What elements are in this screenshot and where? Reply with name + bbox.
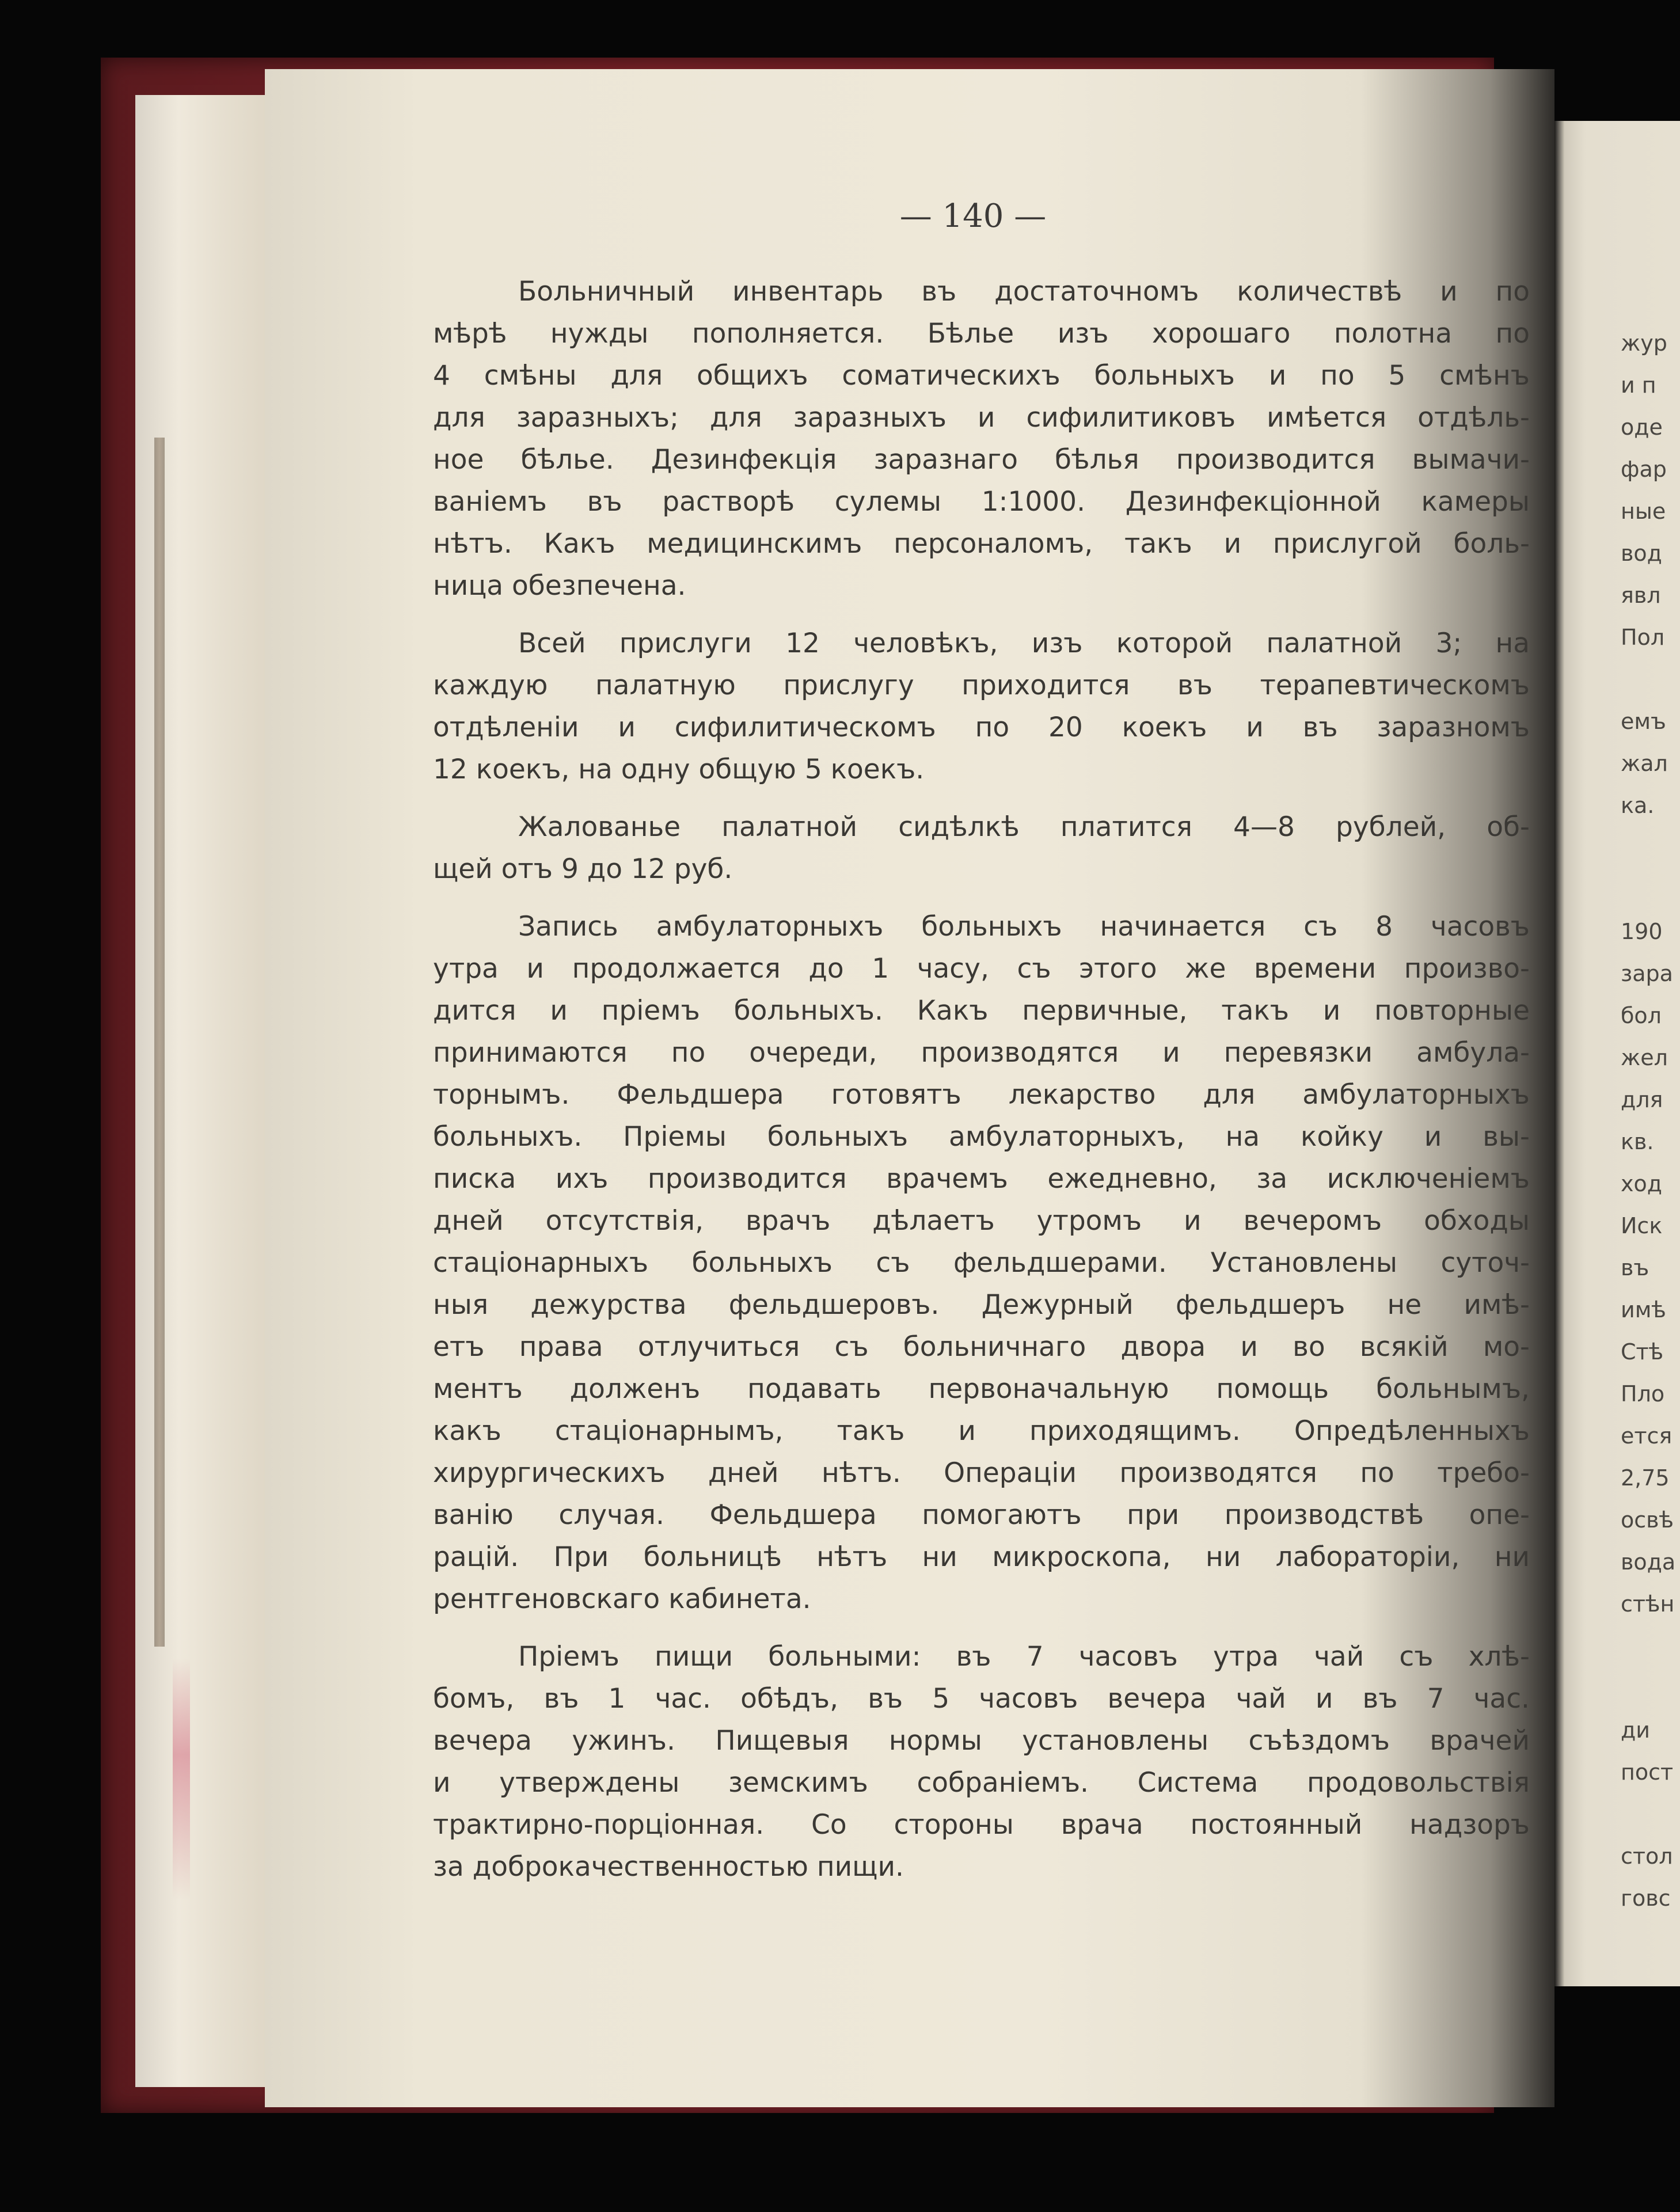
facing-page-line: ход (1621, 1171, 1663, 1196)
text-line: 4 смѣны для общихъ соматическихъ больныхъ и по 5 смѣнъ (433, 360, 1530, 392)
text-line: для заразныхъ; для заразныхъ и сифилитиковъ имѣется отдѣль- (433, 402, 1530, 434)
text-line: ница обезпечена. (433, 570, 686, 602)
facing-page-line: ди (1621, 1717, 1650, 1743)
text-line: ваніемъ въ растворѣ сулемы 1:1000. Дезинфекціонной камеры (433, 486, 1530, 518)
text-line: Всей прислуги 12 человѣкъ, изъ которой палатной 3; на (518, 628, 1530, 659)
facing-page-line (1621, 869, 1680, 911)
text-line: ментъ долженъ подавать первоначальную помощь больнымъ, (433, 1373, 1530, 1405)
paragraph-gap (433, 790, 1530, 806)
facing-page-line: вода (1621, 1549, 1676, 1575)
text-line: и утверждены земскимъ собраніемъ. Система продовольствія (433, 1767, 1530, 1799)
text-line: стаціонарныхъ больныхъ съ фельдшерами. Установлены суточ- (433, 1247, 1530, 1279)
facing-page-line: и п (1621, 373, 1656, 398)
facing-page-line: стол (1621, 1844, 1673, 1869)
text-line: дится и пріемъ больныхъ. Какъ первичные, такъ и повторные (433, 995, 1530, 1027)
text-line: рацій. При больницѣ нѣтъ ни микроскопа, ни лабораторіи, ни (433, 1541, 1530, 1573)
text-line: Больничный инвентарь въ достаточномъ количествѣ и по (518, 276, 1530, 307)
text-line: рентгеновскаго кабинета. (433, 1583, 811, 1615)
text-line: каждую палатную прислугу приходится въ терапевтическомъ (433, 670, 1530, 701)
facing-page-line: освѣ (1621, 1507, 1674, 1533)
facing-page-line: кв. (1621, 1129, 1654, 1154)
text-line: принимаются по очереди, производятся и перевязки амбула- (433, 1037, 1530, 1069)
facing-page-line: Стѣ (1621, 1339, 1664, 1365)
facing-page-line: ется (1621, 1423, 1673, 1449)
facing-page-line: говс (1621, 1886, 1671, 1911)
facing-page-line: въ (1621, 1255, 1649, 1280)
facing-page-line: ные (1621, 499, 1666, 524)
text-line: вечера ужинъ. Пищевыя нормы установлены съѣздомъ врачей (433, 1725, 1530, 1757)
facing-page-line: 2,75 (1621, 1465, 1670, 1491)
facing-page-line (1621, 1625, 1680, 1667)
text-line: за доброкачественностью пищи. (433, 1851, 904, 1883)
text-line: отдѣленіи и сифилитическомъ по 20 коекъ и въ заразномъ (433, 712, 1530, 743)
facing-page-line: ка. (1621, 793, 1655, 818)
paragraph-gap (433, 607, 1530, 622)
facing-page-line: емъ (1621, 709, 1666, 734)
facing-page-line: зара (1621, 961, 1673, 986)
facing-page-line: Пло (1621, 1381, 1665, 1407)
text-line: мѣрѣ нужды пополняется. Бѣлье изъ хорошаго полотна по (433, 318, 1530, 349)
facing-page-line: жур (1621, 330, 1667, 356)
text-line: Запись амбулаторныхъ больныхъ начинается съ 8 часовъ (518, 911, 1530, 942)
facing-page-line: бол (1621, 1003, 1662, 1028)
text-line: щей отъ 9 до 12 руб. (433, 853, 733, 885)
facing-page-line: 190 (1621, 919, 1663, 944)
facing-page-line: жал (1621, 751, 1668, 776)
facing-page-line: стѣн (1621, 1591, 1675, 1617)
facing-page-line: явл (1621, 583, 1661, 608)
text-line: писка ихъ производится врачемъ ежедневно, за исключеніемъ (433, 1163, 1530, 1195)
text-line: 12 коекъ, на одну общую 5 коекъ. (433, 754, 925, 785)
facing-page-line: для (1621, 1087, 1663, 1112)
text-line: ное бѣлье. Дезинфекція заразнаго бѣлья производится вымачи- (433, 444, 1530, 476)
facing-page-line: имѣ (1621, 1297, 1666, 1322)
text-line: етъ права отлучиться съ больничнаго двора и во всякій мо- (433, 1331, 1530, 1363)
page-number: — 140 — (899, 197, 1047, 235)
text-line: бомъ, въ 1 час. обѣдъ, въ 5 часовъ вечера чай и въ 7 час. (433, 1683, 1530, 1715)
text-line: утра и продолжается до 1 часу, съ этого же времени произво- (433, 953, 1530, 985)
text-line: Жалованье палатной сидѣлкѣ платится 4—8 рублей, об- (518, 811, 1530, 843)
text-line: Пріемъ пищи больными: въ 7 часовъ утра чай съ хлѣ- (518, 1641, 1530, 1673)
text-line: ванію случая. Фельдшера помогаютъ при производствѣ опе- (433, 1499, 1530, 1531)
facing-page-line: вод (1621, 541, 1662, 566)
facing-page-line (1621, 827, 1680, 869)
facing-page-line: Пол (1621, 625, 1665, 650)
binding-strip (154, 438, 165, 1647)
facing-page-line (1621, 659, 1680, 701)
text-line: хирургическихъ дней нѣтъ. Операціи производятся по требо- (433, 1457, 1530, 1489)
paragraph-gap (433, 890, 1530, 906)
text-line: дней отсутствія, врачъ дѣлаетъ утромъ и вечеромъ обходы (433, 1205, 1530, 1237)
facing-page-line (1621, 1793, 1680, 1835)
facing-page-line: жел (1621, 1045, 1668, 1070)
facing-page-text (1621, 322, 1680, 1920)
text-line: ныя дежурства фельдшеровъ. Дежурный фельдшеръ не имѣ- (433, 1289, 1530, 1321)
facing-page-line: фар (1621, 457, 1667, 482)
page-stain (173, 1658, 190, 1900)
facing-page-line: оде (1621, 415, 1663, 440)
paragraph-gap (433, 1620, 1530, 1636)
text-line: торнымъ. Фельдшера готовятъ лекарство для амбулаторныхъ (433, 1079, 1530, 1111)
text-line: больныхъ. Пріемы больныхъ амбулаторныхъ, на койку и вы- (433, 1121, 1530, 1153)
page-body (433, 271, 1530, 1888)
text-line: нѣтъ. Какъ медицинскимъ персоналомъ, такъ и прислугой боль- (433, 528, 1530, 560)
text-line: трактирно-порціонная. Со стороны врача постоянный надзоръ (433, 1809, 1530, 1841)
text-line: какъ стаціонарнымъ, такъ и приходящимъ. Опредѣленныхъ (433, 1415, 1530, 1447)
facing-page-line: Иск (1621, 1213, 1663, 1238)
facing-page-line: пост (1621, 1759, 1674, 1785)
facing-page-line (1621, 1667, 1680, 1709)
